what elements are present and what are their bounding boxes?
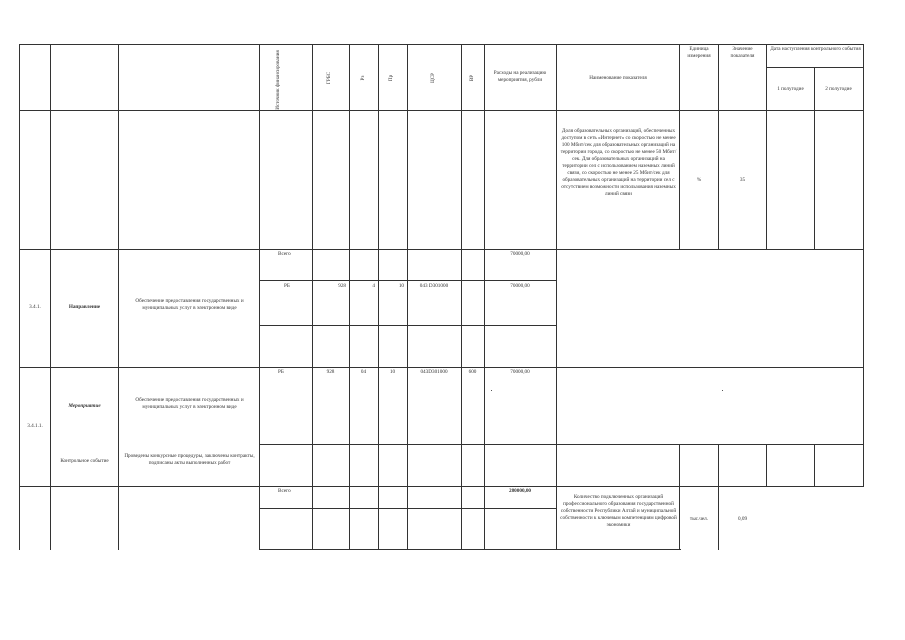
col-border-0 (19, 44, 20, 550)
header-grbs: ГРБС (326, 71, 332, 85)
row-last-value: 0,09 (737, 516, 748, 522)
row-3411-description: Обеспечение предоставления государственных и муниципальных услуг в электронном виде (135, 397, 244, 410)
indicator-unit: % (696, 177, 702, 183)
col-border-12b (718, 444, 719, 550)
row-last-unit: тыс.чел. (689, 516, 709, 522)
header-vr: ВР (469, 74, 475, 82)
indicator-value: 35 (739, 177, 746, 183)
row-3411-csr: 043D301000 (420, 369, 448, 375)
col-border-4 (312, 44, 313, 550)
row-341-rb-amount: 70000,00 (510, 283, 530, 289)
col-border-13b (766, 444, 767, 487)
col-border-3 (259, 44, 260, 550)
row-3411-rb-label: РБ (278, 369, 284, 375)
row-341-type: Направление (68, 304, 101, 310)
row-3411-vr: 600 (468, 369, 477, 375)
row-3411-amount: 70000,00 (510, 369, 530, 375)
row-3411-rz: 04 (360, 369, 367, 375)
header-expenses: Расходы на реализацию мероприятия, рубли (493, 70, 547, 83)
row-341-bottom (19, 367, 864, 368)
row-last-total-label: Всего (278, 488, 291, 494)
table-top-border (19, 44, 864, 45)
col-border-2 (118, 44, 119, 550)
col-border-15 (863, 44, 864, 487)
col-border-14 (814, 67, 815, 250)
row-3411-type: Мероприятие (68, 403, 101, 409)
table-bottom-line (259, 549, 681, 550)
row-341-total-amount: 70000,00 (510, 251, 530, 257)
row-341-rz: 4 (372, 283, 375, 289)
row-last-indicator: Количество подключенных организаций профессионального образования государственной собственности Республики Алтай и муниципальной собственности к ключевым компетенциям цифровой экономики (560, 494, 677, 528)
col-border-10 (556, 44, 557, 550)
row-control-bottom (19, 486, 864, 487)
col-border-14b (814, 444, 815, 487)
header-csr: ЦСР (430, 72, 436, 84)
scan-speck (722, 390, 723, 391)
scan-speck (491, 390, 492, 391)
col-border-11b (679, 444, 680, 550)
col-border-11 (679, 44, 680, 250)
row-341-pr: 10 (398, 283, 404, 289)
control-event-type: Контрольное событие (60, 458, 109, 464)
row-3411-pr: 10 (389, 369, 396, 375)
row-3411-grbs: 928 (326, 369, 335, 375)
col-border-1 (50, 44, 51, 550)
header-rz: Рз (360, 75, 366, 81)
col-border-6 (378, 44, 379, 550)
header-unit: Единица измерения (687, 46, 711, 59)
col-border-7 (407, 44, 408, 550)
row-341-number: 3.4.1. (29, 304, 41, 310)
row-341-csr: 043 D301000 (419, 283, 449, 289)
row-341-grbs: 928 (338, 283, 346, 289)
header-value: Значение показателя (730, 46, 755, 59)
header-source: Источник финансирования (275, 50, 281, 110)
row-341-rb-label: РБ (284, 283, 290, 289)
col-border-9 (484, 44, 485, 550)
col-border-13 (766, 44, 767, 250)
row-indicator-bottom (19, 249, 864, 250)
row-last-amount: 280000,00 (508, 488, 532, 494)
col-border-8 (461, 44, 462, 550)
control-event-description: Проведены конкурсные процедуры, заключены контракты, подписаны акты выполненных работ (124, 453, 255, 466)
header-half1: 1 полугодие (777, 86, 804, 92)
row-341-description: Обеспечение предоставления государственных и муниципальных услуг в электронном виде (135, 298, 244, 311)
col-border-5 (349, 44, 350, 550)
header-bottom-line (19, 110, 864, 111)
row-3411-number: 3.4.1.1. (27, 423, 43, 429)
col-border-12 (718, 44, 719, 250)
header-half2: 2 полугодие (825, 86, 852, 92)
indicator-text: Доля образовательных организаций, обеспеченных доступом в сеть «Интернет» со скоростью не менее 100 Мбит/сек для образовательных организаций на территории города, со скоростью не менее 50 Мбит/сек. Для образовательных организаций на территории сел с использованием наземных линий связи, со скоростью не менее 25 Мбит/сек для образовательных организаций на территории сел с отсутствием возможности использования наземных линий связи (560, 128, 677, 197)
subheader-line (766, 67, 864, 68)
header-control-date: Дата наступления контрольного события (770, 46, 861, 52)
header-pr: Пр (388, 74, 394, 82)
row-341-total-label: Всего (278, 251, 291, 257)
header-indicator-name: Наименование показателя (589, 75, 647, 81)
